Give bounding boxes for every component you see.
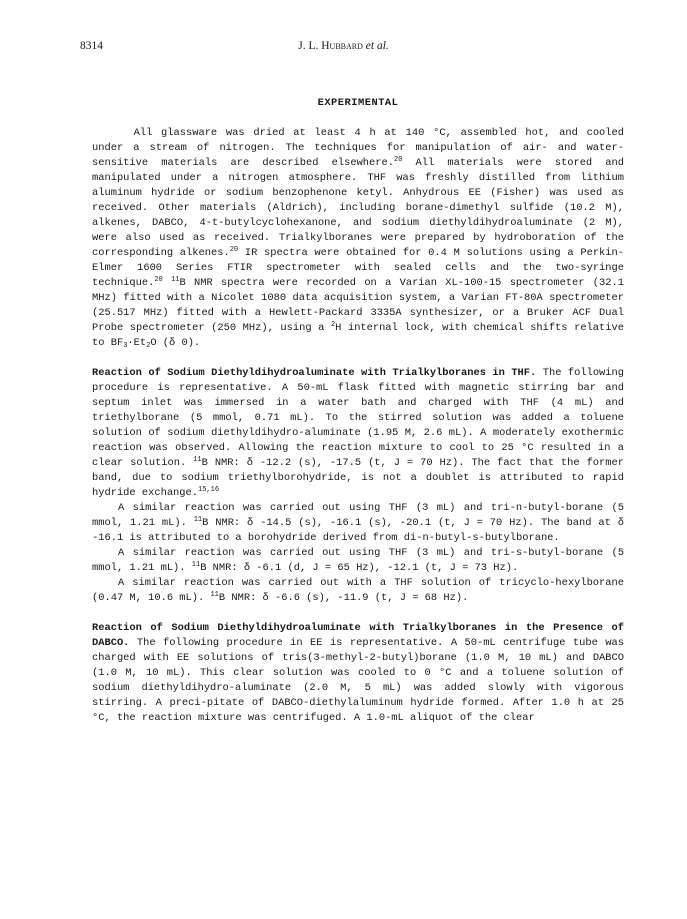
section3-paragraph-1: Reaction of Sodium Diethyldihydroaluminate with Trialkylboranes in the Presence of DABCO. The following procedure in EE is representative. A 50-mL centrifuge tube was charged with EE solutions of tris(3-methyl-2-butyl)borane (1.0 M, 10 mL) and DABCO (1.0 M, 10 mL). This clear solution was cooled to 0 °C and a toluene solution of sodium diethyldihydro-aluminate (2.0 M, 5 mL) was added slowly with vigorous stirring. A preci-pitate of DABCO-diethylaluminum hydride formed. After 1.0 h at 25 °C, the reaction mixture was centrifuged. A 1.0-mL aliquot of the clear bbox=[92, 622, 624, 724]
author-suffix: et al. bbox=[365, 40, 389, 52]
running-header bbox=[0, 40, 687, 52]
section2-paragraph-2: A similar reaction was carried out using THF (3 mL) and tri-n-butyl-borane (5 mmol, 1.21 mL). $^{11}$B NMR: δ -14.5 (s), -16.1 (s), -20.1 (t, J = 70 Hz). The band at δ -16.1 is attributed to a borohydride derived from di-n-butyl-s-butylborane. bbox=[92, 502, 624, 544]
section2-paragraph-1: Reaction of Sodium Diethyldihydroaluminate with Trialkylboranes in THF. The following procedure is representative. A 50-mL flask fitted with magnetic stirring bar and septum inlet was immersed in a water bath and charged with THF (4 mL) and triethylborane (5 mmol, 0.71 mL). To the stirred solution was added a toluene solution of sodium diethyldihydro-aluminate (1.95 M, 2.6 mL). A moderately exothermic reaction was observed. Allowing the reaction mixture to cool to 25 °C resulted in a clear solution. $^{11}$B NMR: δ -12.2 (s), -17.5 (t, J = 70 Hz). The fact that the former band, due to sodium triethylborohydride, is not a doublet is attributed to rapid hydride exchange.$^{15,16}$ bbox=[92, 367, 625, 499]
author-name: J. L. Hubbard bbox=[298, 40, 363, 52]
section-title: EXPERIMENTAL bbox=[317, 97, 399, 109]
section2-heading: Reaction of Sodium Diethyldihydroaluminate with Trialkylboranes in THF. bbox=[92, 367, 537, 379]
section2-paragraph-3: A similar reaction was carried out using THF (3 mL) and tri-s-butyl-borane (5 mmol, 1.21 mL). $^{11}$B NMR: δ -6.1 (d, J = 65 Hz), -12.1 (t, J = 73 Hz). bbox=[92, 547, 624, 574]
article-body bbox=[92, 96, 624, 726]
intro-paragraph: All glassware was dried at least 4 h at 140 °C, assembled hot, and cooled under a stream of nitrogen. The techniques for manipulation of air- and water-sensitive materials are described elsewhere.$^{20}$ All materials were stored and manipulated under a nitrogen atmosphere. THF was freshly distilled from lithium aluminum hydride or sodium benzophenone ketyl. Anhydrous EE (Fisher) was used as received. Other materials (Aldrich), including borane-dimethyl sulfide (10.2 M), alkenes, DABCO, 4-t-butylcyclohexanone, and sodium diethyldihydroaluminate (2 M), were also used as received. Trialkylboranes were prepared by hydroboration of the corresponding alkenes.$^{20}$ IR spectra were obtained for 0.4 M solutions using a Perkin-Elmer 1600 Series FTIR spectrometer with sealed cells and the two-syringe technique.$^{20}$ $^{11}$B NMR spectra were recorded on a Varian XL-100-15 spectrometer (32.1 MHz) fitted with a Nicolet 1080 data acquisition system, a Varian FT-80A spectrometer (25.517 MHz) fitted with a Hewlett-Packard 3335A synthesizer, or a Bruker ACF Dual Probe spectrometer (250 MHz), using a $^2$H internal lock, with chemical shifts relative to $BF_3\cdot Et_2O$ (δ 0). bbox=[92, 127, 625, 350]
page-number: 8314 bbox=[80, 40, 103, 52]
section3-heading: Reaction of Sodium Diethyldihydroaluminate with Trialkylboranes in the Presence of DABCO. bbox=[92, 622, 624, 649]
section2-paragraph-4: A similar reaction was carried out with a THF solution of tricyclo-hexylborane (0.47 M, 10.6 mL). $^{11}$B NMR: δ -6.6 (s), -11.9 (t, J = 68 Hz). bbox=[92, 577, 624, 604]
